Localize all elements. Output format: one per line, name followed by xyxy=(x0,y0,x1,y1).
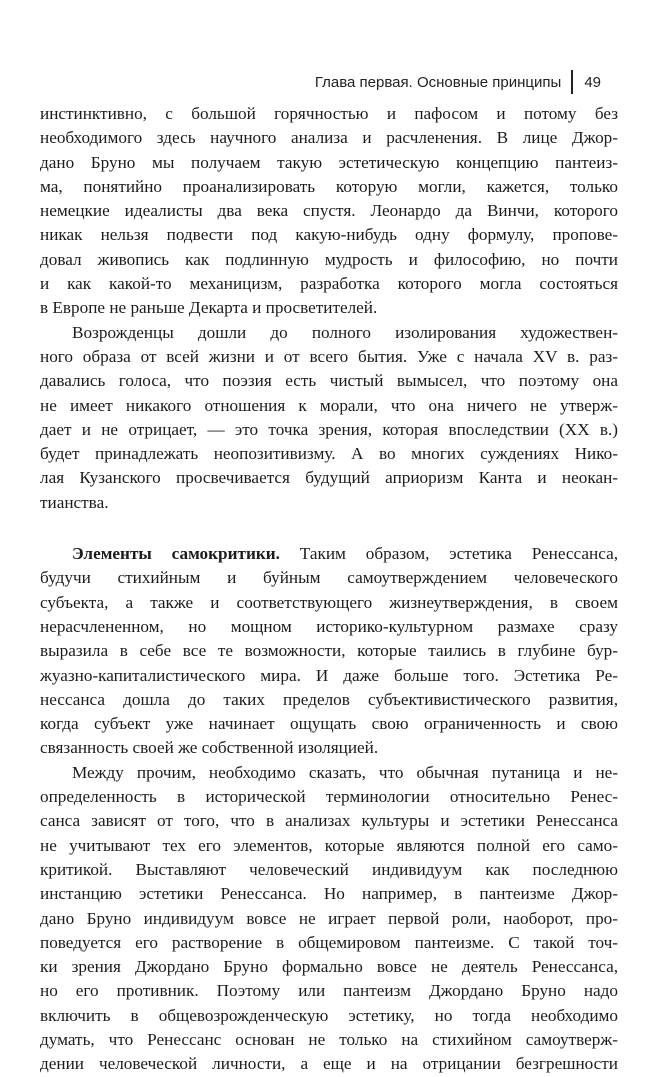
text-line: и как какой-то механицизм, разработка которого могла состояться xyxy=(40,274,618,294)
text-line: но его противник. Поэтому или пантеизм Джордано Бруно надо xyxy=(40,981,618,1001)
text-line: в Европе не раньше Декарта и просветителей. xyxy=(40,298,378,318)
text-line: критикой. Выставляют человеческий индивидуум как последнюю xyxy=(40,859,618,879)
text-line: Между прочим, необходимо сказать, что обычная путаница и не- xyxy=(72,762,618,782)
paragraph xyxy=(40,102,618,321)
page-body xyxy=(40,102,618,1077)
text-line: когда субъект уже начинает ощущать свою ограниченность и свою xyxy=(40,714,618,734)
running-header xyxy=(315,68,601,96)
text-line: ма, понятийно проанализировать которую могли, кажется, только xyxy=(40,176,618,196)
text-line: нерасчлененном, но мощном историко-культурном размахе сразу xyxy=(40,616,618,636)
text-line: тианства. xyxy=(40,492,109,512)
text-line: нессанса дошла до таких пределов субъективистического развития, xyxy=(40,689,618,709)
text-line: будет принадлежать неопозитивизму. А во многих суждениях Нико- xyxy=(40,444,618,464)
text-line: необходимого здесь научного анализа и расчленения. В лице Джор- xyxy=(40,128,618,148)
text-line: инстинктивно, с большой горячностью и пафосом и потому без xyxy=(40,104,618,123)
text-line: довал живопись как подлинную мудрость и философию, но почти xyxy=(40,249,618,269)
paragraph xyxy=(40,761,618,1077)
page-number: 49 xyxy=(584,73,601,91)
text-line: дении человеческой личности, а еще и на отрицании безгрешности xyxy=(40,1054,618,1074)
text-line: не имеет никакого отношения к морали, что она ничего не утверж- xyxy=(40,395,618,415)
text-line: жуазно-капиталистического мира. И даже больше того. Эстетика Ре- xyxy=(40,665,618,685)
text-line: немецкие идеалисты два века спустя. Леонардо да Винчи, которого xyxy=(40,201,618,221)
text-line: инстанцию эстетики Ренессанса. Но например, в пантеизме Джор- xyxy=(40,884,618,904)
paragraph xyxy=(40,542,618,761)
paragraph xyxy=(40,321,618,515)
text-run: Таким образом, эстетика Ренессанса, xyxy=(279,544,618,564)
text-line: санса зависят от того, что в анализах культуры и эстетики Ренессанса xyxy=(40,811,618,831)
text-line: ного образа от всей жизни и от всего бытия. Уже с начала XV в. раз- xyxy=(40,346,618,366)
text-line: лая Кузанского просвечивается будущий априоризм Канта и неокан- xyxy=(40,468,618,488)
text-line: субъекта, а также и соответствующего жизнеутверждения, в своем xyxy=(40,592,618,612)
text-line: дано Бруно индивидуум вовсе не играет первой роли, наоборот, про- xyxy=(40,908,618,928)
text-line: думать, что Ренессанс основан не только на стихийном самоутверж- xyxy=(40,1029,618,1049)
text-line: ки зрения Джордано Бруно формально вовсе не деятель Ренессанса, xyxy=(40,957,618,977)
section-spacer xyxy=(40,515,618,542)
text-line: поведуется его растворение в общемировом пантеизме. С такой точ- xyxy=(40,932,618,952)
text-line: дано Бруно мы получаем такую эстетическую концепцию пантеиз- xyxy=(40,152,618,172)
text-line: будучи стихийным и буйным самоутверждением человеческого xyxy=(40,568,618,588)
text-line: связанность своей же собственной изоляцией. xyxy=(40,738,379,758)
text-line: выразила в себе все те возможности, которые таились в глубине бур- xyxy=(40,641,618,661)
header-separator xyxy=(571,70,573,94)
text-line: определенность в исторической терминологии относительно Ренес- xyxy=(40,787,618,807)
text-line: никак нельзя подвести под какую-нибудь одну формулу, пропове- xyxy=(40,225,618,245)
text-line: Возрожденцы дошли до полного изолирования художествен- xyxy=(72,322,618,342)
chapter-title: Глава первая. Основные принципы xyxy=(314,73,562,91)
text-line: включить в общевозрожденческую эстетику, но тогда необходимо xyxy=(40,1005,618,1025)
text-line xyxy=(40,542,618,566)
text-line: давались голоса, что поэзия есть чистый вымысел, что поэтому она xyxy=(40,371,618,391)
section-heading: Элементы самокритики. xyxy=(72,544,280,564)
text-line: дает и не отрицает, — это точка зрения, которая впоследствии (XX в.) xyxy=(40,419,618,439)
text-line: не учитывают тех его элементов, которые являются полной его само- xyxy=(40,835,618,855)
